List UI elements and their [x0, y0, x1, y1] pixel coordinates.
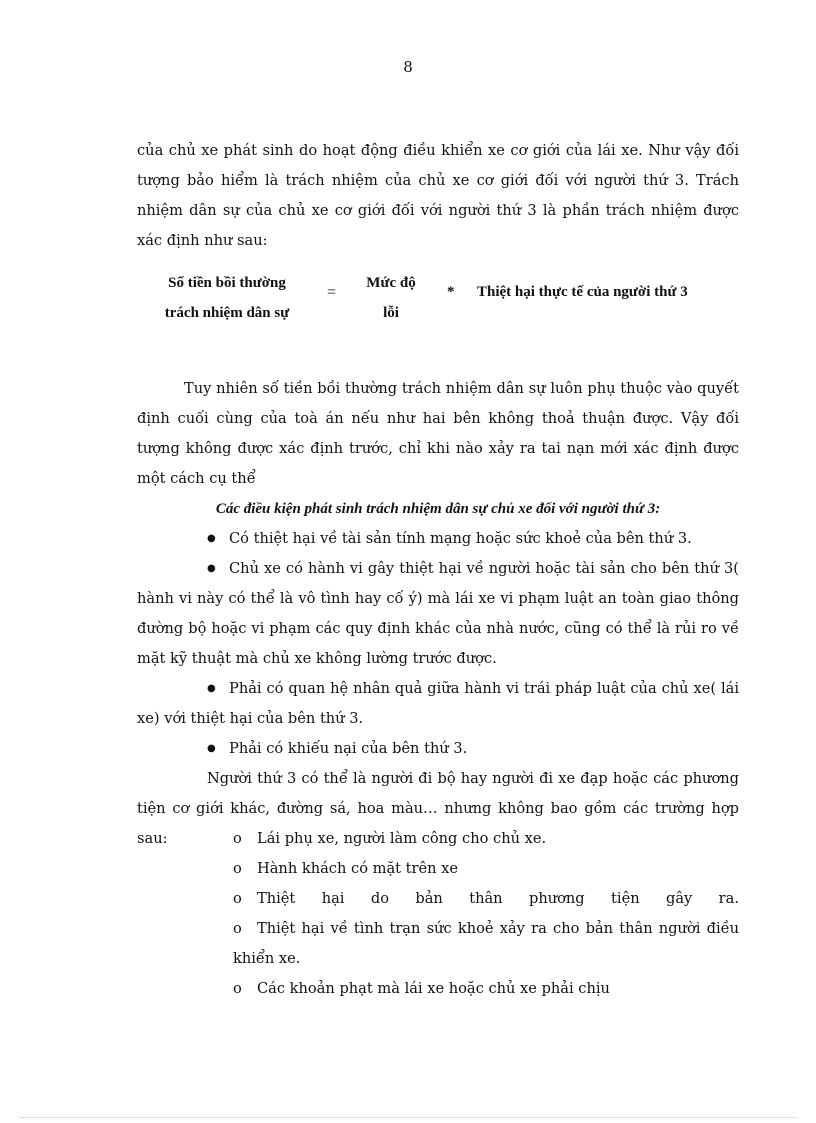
- exclusion-text: Thiệt hại về tình trạn sức khoẻ xảy ra cho bản thân người điều khiển xe.: [233, 920, 739, 967]
- circle-bullet-icon: o: [233, 860, 242, 877]
- section-heading: Các điều kiện phát sinh trách nhiệm dân sự chủ xe đối với người thứ 3:: [215, 501, 661, 517]
- paragraph-third-party: Người thứ 3 có thể là người đi bộ hay người đi xe đạp hoặc các phương tiện cơ giới khác, đường sá, hoa màu… nhưng không bao gồm các trường hợp sau:: [137, 770, 739, 847]
- bullet-icon: ●: [207, 683, 216, 694]
- circle-bullet-icon: o: [233, 890, 242, 907]
- list-item: [137, 524, 739, 554]
- formula-left-line1: Số tiền bồi thường: [168, 275, 286, 291]
- list-item: [233, 884, 739, 914]
- circle-bullet-icon: o: [233, 830, 242, 847]
- circle-bullet-icon: o: [233, 920, 242, 937]
- footer-divider: [20, 1117, 796, 1118]
- condition-text: Chủ xe có hành vi gây thiệt hại về người hoặc tài sản cho bên thứ 3( hành vi này có thể là vô tình hay cố ý) mà lái xe vi phạm luật an toàn giao thông đường bộ hoặc vi phạm các quy định khác của nhà nước, cũng có thể là rủi ro về mặt kỹ thuật mà chủ xe không lường trước được.: [137, 560, 739, 667]
- exclusion-text: Các khoản phạt mà lái xe hoặc chủ xe phải chịu: [257, 980, 610, 997]
- list-item: [233, 914, 739, 974]
- paragraph-intro: của chủ xe phát sinh do hoạt động điều khiển xe cơ giới của lái xe. Như vậy đối tượng bảo hiểm là trách nhiệm của chủ xe cơ giới đối với người thứ 3. Trách nhiệm dân sự của chủ xe cơ giới đối với người thứ 3 là phần trách nhiệm được xác định như sau:: [137, 142, 739, 249]
- formula-equals-sign: =: [327, 284, 337, 301]
- formula-mid-line2: lỗi: [383, 305, 399, 321]
- condition-text: Phải có quan hệ nhân quả giữa hành vi trái pháp luật của chủ xe( lái xe) với thiệt hại của bên thứ 3.: [137, 680, 739, 727]
- bullet-icon: ●: [207, 533, 216, 544]
- list-item: [137, 734, 739, 764]
- exclusion-text: Lái phụ xe, người làm công cho chủ xe.: [257, 830, 547, 847]
- page-number: 8: [403, 58, 413, 76]
- list-item: [233, 854, 739, 884]
- condition-text: Có thiệt hại về tài sản tính mạng hoặc sức khoẻ của bên thứ 3.: [229, 530, 692, 547]
- exclusion-text: Thiệt hại do bản thân phương tiện gây ra.: [257, 890, 739, 907]
- condition-text: Phải có khiếu nại của bên thứ 3.: [229, 740, 468, 757]
- circle-bullet-icon: o: [233, 980, 242, 997]
- bullet-icon: ●: [207, 563, 216, 574]
- conditions-list: [137, 524, 739, 764]
- formula-multiply-sign: *: [447, 284, 455, 300]
- formula-mid-line1: Mức độ: [366, 275, 416, 291]
- list-item: [233, 974, 739, 1004]
- compensation-formula: [137, 268, 739, 334]
- exclusions-list: [233, 824, 739, 1004]
- list-item: [233, 824, 739, 854]
- exclusion-text: Hành khách có mặt trên xe: [257, 860, 459, 877]
- formula-left-line2: trách nhiệm dân sự: [164, 305, 290, 321]
- bullet-icon: ●: [207, 743, 216, 754]
- list-item: [137, 674, 739, 734]
- formula-right-term: Thiệt hại thực tế của người thứ 3: [477, 284, 688, 300]
- paragraph-court-decision: Tuy nhiên số tiền bồi thường trách nhiệm dân sự luôn phụ thuộc vào quyết định cuối cùng của toà án nếu như hai bên không thoả thuận được. Vậy đối tượng không được xác định trước, chỉ khi nào xảy ra tai nạn mới xác định được một cách cụ thể: [137, 380, 739, 487]
- list-item: [137, 554, 739, 674]
- formula-left-term: [137, 268, 317, 328]
- formula-middle-term: [357, 268, 425, 328]
